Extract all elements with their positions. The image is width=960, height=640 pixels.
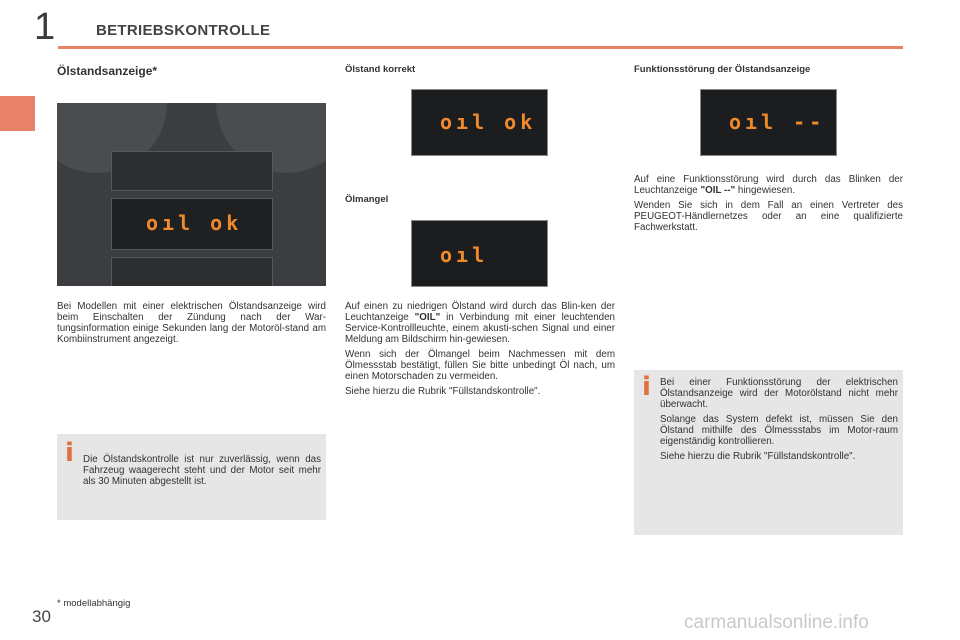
col3-paragraph-2: Wenden Sie sich in dem Fall an einen Vertreter des PEUGEOT-Händlernetzes oder an eine qualifizierte Fachwerkstatt.	[634, 200, 903, 233]
cluster-screen-top	[111, 151, 273, 191]
oil-low-display	[411, 220, 548, 287]
chapter-number: 1	[34, 6, 56, 48]
col3-paragraph-1: Auf eine Funktionsstörung wird durch das Blinken der Leuchtanzeige "OIL --" hingewiesen.	[634, 174, 903, 196]
chapter-title: BETRIEBSKONTROLLE	[96, 22, 271, 39]
info-col3-paragraph-2: Solange das System defekt ist, müssen Sie den Ölstand mithilfe des Ölmessstabs im Motor-raum eigenständig kontrollieren.	[660, 414, 898, 447]
cluster-screen-main	[111, 198, 273, 250]
info-box-col1	[57, 434, 326, 520]
watermark: carmanualsonline.info	[684, 612, 869, 633]
info-col3-paragraph-1: Bei einer Funktionsstörung der elektrischen Ölstandsanzeige wird der Motorölstand nicht mehr überwacht.	[660, 377, 898, 410]
info-box-col1-text: Die Ölstandskontrolle ist nur zuverlässig, wenn das Fahrzeug waagerecht steht und der Motor seit mehr als 30 Minuten abgestellt ist.	[83, 454, 321, 487]
oil-fault-display-text: oıl --	[729, 110, 826, 134]
info-box-col3	[634, 370, 903, 535]
cluster-display-text: oıl ok	[146, 211, 243, 235]
col1-body-text: Bei Modellen mit einer elektrischen Ölstandsanzeige wird beim Einschalten der Zündung nach der War-tungsinformation einige Sekunden lang der Motoröl-stand am Kombiinstrument angezeigt.	[57, 301, 326, 345]
instrument-cluster-image	[57, 103, 326, 286]
header-rule	[58, 46, 903, 49]
col3-body	[634, 174, 903, 237]
col2-paragraph-3: Siehe hierzu die Rubrik "Füllstandskontrolle".	[345, 386, 541, 397]
footnote-star: *	[57, 598, 61, 609]
col2-body	[345, 301, 615, 401]
info-col3-paragraph-3: Siehe hierzu die Rubrik "Füllstandskontrolle".	[660, 451, 856, 462]
info-icon: i	[642, 372, 651, 402]
oil-fault-display	[700, 89, 837, 156]
oil-low-display-text: oıl	[440, 243, 489, 267]
section-heading-oil-gauge: Ölstandsanzeige*	[57, 64, 158, 78]
col2-paragraph-2: Wenn sich der Ölmangel beim Nachmessen mit dem Ölmessstab bestätigt, füllen Sie bitte unbedingt Öl nach, um einen Motorschaden zu vermeiden.	[345, 349, 615, 382]
footnote	[57, 598, 130, 609]
col2-paragraph-1: Auf einen zu niedrigen Ölstand wird durch das Blin-ken der Leuchtanzeige "OIL" in Verbindung mit einer leuchtenden Service-Kontrollleuchte, einem akusti-schen Signal und einer Meldung am Bildschirm hin-gewiesen.	[345, 301, 615, 345]
oil-ok-display-text: oıl ok	[440, 110, 537, 134]
oil-ok-display	[411, 89, 548, 156]
footnote-text: modellabhängig	[63, 598, 131, 609]
info-box-col3-text	[660, 377, 898, 466]
cluster-screen-bottom	[111, 257, 273, 286]
info-icon: i	[65, 438, 74, 468]
heading-oil-low: Ölmangel	[345, 194, 389, 205]
heading-oil-gauge-fault: Funktionsstörung der Ölstandsanzeige	[634, 64, 811, 75]
chapter-side-tab	[0, 96, 35, 131]
heading-oil-correct: Ölstand korrekt	[345, 64, 416, 75]
page-number: 30	[32, 607, 51, 626]
